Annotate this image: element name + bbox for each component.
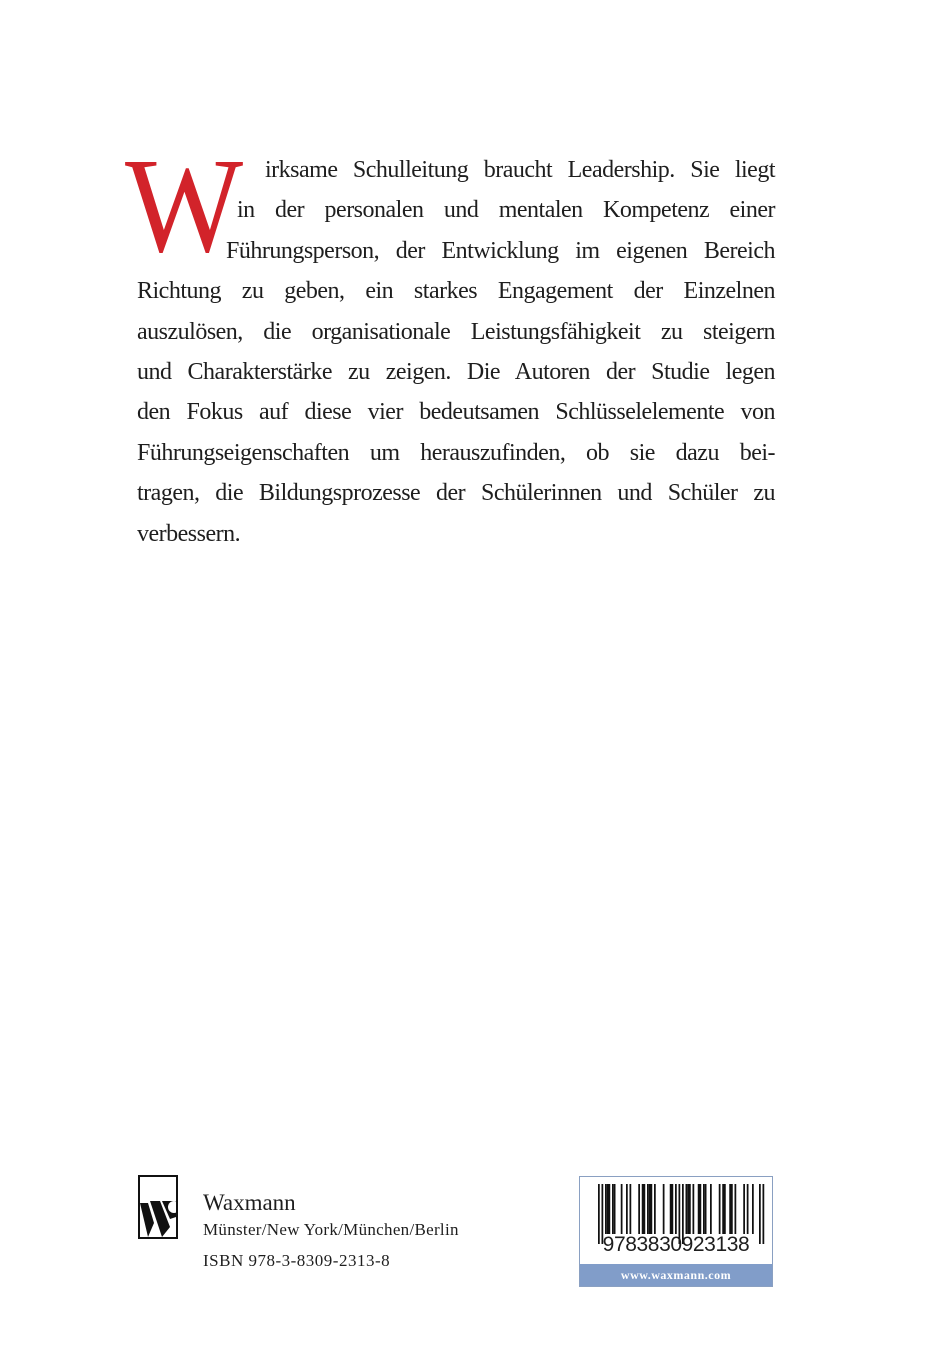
barcode-bar xyxy=(649,1184,651,1234)
barcode-bar xyxy=(630,1184,632,1234)
barcode-bar xyxy=(752,1184,754,1234)
barcode-bar xyxy=(735,1184,737,1234)
blurb-line: auszulösen, die organisationale Leistungsfähigkeit zu steigern xyxy=(137,318,775,345)
website-url[interactable]: www.waxmann.com xyxy=(580,1264,772,1286)
blurb-line: den Fokus auf diese vier bedeutsamen Schlüsselelemente von xyxy=(137,399,775,426)
barcode-bar xyxy=(705,1184,707,1234)
publisher-cities: Münster/New York/München/Berlin xyxy=(203,1220,459,1239)
barcode-bar xyxy=(607,1184,609,1234)
blurb-text xyxy=(125,131,775,554)
barcode-bar xyxy=(710,1184,712,1234)
blurb-line: Richtung zu geben, ein starkes Engagement der Einzelnen xyxy=(137,278,775,305)
blurb-line: Führungseigenschaften um herauszufinden, ob sie dazu bei- xyxy=(137,439,775,466)
barcode-bar xyxy=(729,1184,731,1234)
barcode-bar xyxy=(722,1184,724,1234)
waxmann-logo xyxy=(138,1175,178,1239)
blurb-line: und Charakterstärke zu zeigen. Die Autoren der Studie legen xyxy=(137,358,775,385)
barcode-bar xyxy=(686,1184,688,1234)
barcode-bar xyxy=(700,1184,702,1234)
barcode-bar xyxy=(612,1184,614,1234)
blurb-line: in der personalen und mentalen Kompetenz einer xyxy=(237,197,775,224)
barcode-bar xyxy=(672,1184,674,1234)
barcode-bar xyxy=(687,1184,689,1234)
barcode-bar xyxy=(724,1184,726,1234)
waxmann-logo-icon xyxy=(140,1177,176,1237)
barcode-bar xyxy=(651,1184,653,1234)
barcode-bar xyxy=(654,1184,656,1234)
barcode-bar xyxy=(621,1184,623,1234)
blurb-line: tragen, die Bildungsprozesse der Schülerinnen und Schüler zu xyxy=(137,480,775,507)
barcode-bar xyxy=(719,1184,721,1234)
drop-cap: W xyxy=(125,131,244,281)
blurb-line: verbessern. xyxy=(137,520,241,547)
barcode-bar xyxy=(642,1184,644,1234)
blurb-line: Führungsperson, der Entwicklung im eigenen Bereich xyxy=(226,237,775,264)
barcode-bar xyxy=(670,1184,672,1234)
barcode-bar xyxy=(703,1184,705,1234)
barcode-bar xyxy=(609,1184,611,1234)
barcode xyxy=(579,1176,773,1287)
barcode-bar xyxy=(647,1184,649,1234)
barcode-bar xyxy=(693,1184,695,1234)
barcode-number: 9783830923138 xyxy=(602,1233,750,1256)
barcode-bar xyxy=(614,1184,616,1234)
isbn: ISBN 978-3-8309-2313-8 xyxy=(203,1251,391,1270)
barcode-bar xyxy=(626,1184,628,1234)
barcode-bar xyxy=(663,1184,665,1234)
barcode-bar xyxy=(675,1184,677,1234)
barcode-bar xyxy=(743,1184,745,1234)
barcode-bar xyxy=(731,1184,733,1234)
barcode-bar xyxy=(638,1184,640,1234)
barcode-bar xyxy=(605,1184,607,1234)
barcode-bar xyxy=(698,1184,700,1234)
publisher-name: Waxmann xyxy=(203,1190,296,1215)
barcode-bar xyxy=(689,1184,691,1234)
barcode-bar xyxy=(747,1184,749,1234)
barcode-bar xyxy=(644,1184,646,1234)
blurb-line: irksame Schulleitung braucht Leadership. Sie liegt xyxy=(265,157,775,183)
